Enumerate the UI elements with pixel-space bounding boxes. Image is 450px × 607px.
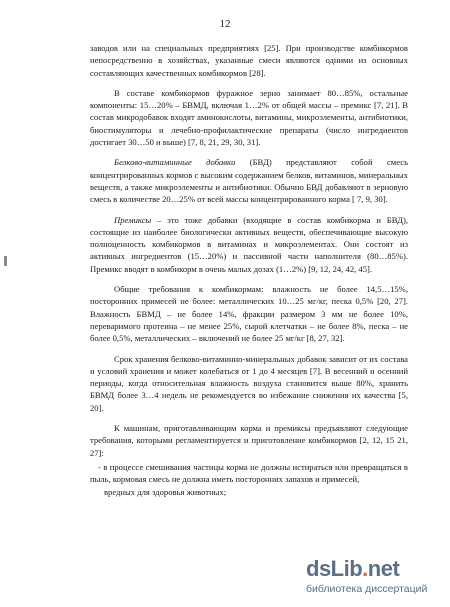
paragraph-bvd-text: (БВД) представляют собой смесь концентрированных кормов с высоким содержанием белков, витаминов, минеральных веществ, а также микроэлементы и антибиотики. Обычно БВД добавляют в зерновую смесь в количестве 20…25% от всей массы концентрированного корма [ 7, 9, 30].: [90, 157, 408, 205]
watermark-subtitle: библиотека диссертаций: [306, 583, 428, 595]
paragraph-storage: Срок хранения белково-витаминно-минеральных добавок зависит от их состава и условий хранения и может колебаться от 1 до 4 месяцев [7]. В весенний и осенний периоды, когда относительная влажность воздуха становится выше 80%, хранить БВМД более 3…4 недель не рекомендуется во избежание снижения их качества [5, 20].: [90, 353, 408, 413]
paragraph-machines: К машинам, приготавливающим корма и премиксы предъявляют следующие требования, которыми регламентируется и приготовление комбикормов [2, 12, 15 21, 27]:: [90, 423, 408, 458]
paragraph-continuation: заводов или на специальных предприятиях [25]. При производстве комбикормов непосредственно в хозяйствах, указанные смеси являются одними из основных составляющих качественных комбикормов [28].: [90, 43, 408, 78]
margin-mark: [4, 256, 7, 266]
paragraph-bvd: [90, 156, 408, 205]
watermark-logo: [306, 554, 446, 602]
term-bvd: Белково-витаминные добавки: [114, 157, 236, 168]
watermark-logo-text: dsLib.net: [306, 556, 400, 581]
list-item-continuation: вредных для здоровья животных;: [104, 486, 227, 497]
document-body: [90, 42, 408, 498]
paragraph-composition: В составе комбикормов фуражное зерно занимает 80…85%, остальные компоненты: 15…20% – БВМД, включая 1…2% от общей массы – премикс [7, 21]. В состав микродобавок входят аминокислоты, витамины, микроэлементы, антибиотики, биостимуляторы и лечебно-профилактические препараты (число ингредиентов достигает 30…50 и выше) [7, 8, 21, 29, 30, 31].: [90, 87, 408, 148]
page-number: 12: [219, 18, 231, 30]
paragraph-requirements: Общие требования к комбикормам: влажность не более 14,5…15%, посторонних примесей не более: металлических 10…25 мг/кг, песка 0,5% [20, 27]. Влажность БВМД – не более 14%, фракции размером 3 мм не более 10%, переваримого протеина – не менее 25%, сырой клетчатки – не более 8%, песка – не более 0,5%, металлических – включений не более 25 мг/кг [8, 27, 32].: [90, 284, 408, 344]
paragraph-premix-text: – это тоже добавки (входящие в состав комбикорма и БВД), состоящие из наиболее биологически активных веществ, обеспечивающие высокую полноценность комбикормов в витаминах и микроэлементах. Они состоят из активных ингредиентов (15…20%) и пассивной части наполнителя (80…85%). Премикс вводят в комбикорм в очень малых дозах (1…2%) [9, 12, 24, 42, 45].: [90, 214, 408, 274]
list-item: - в процессе смешивания частицы корма не должны истираться или превращаться в пыль, кормовая смесь не должна иметь посторонних запахов и примесей,: [90, 461, 408, 485]
term-premix: Премиксы: [114, 214, 152, 225]
paragraph-premix: [90, 214, 408, 275]
